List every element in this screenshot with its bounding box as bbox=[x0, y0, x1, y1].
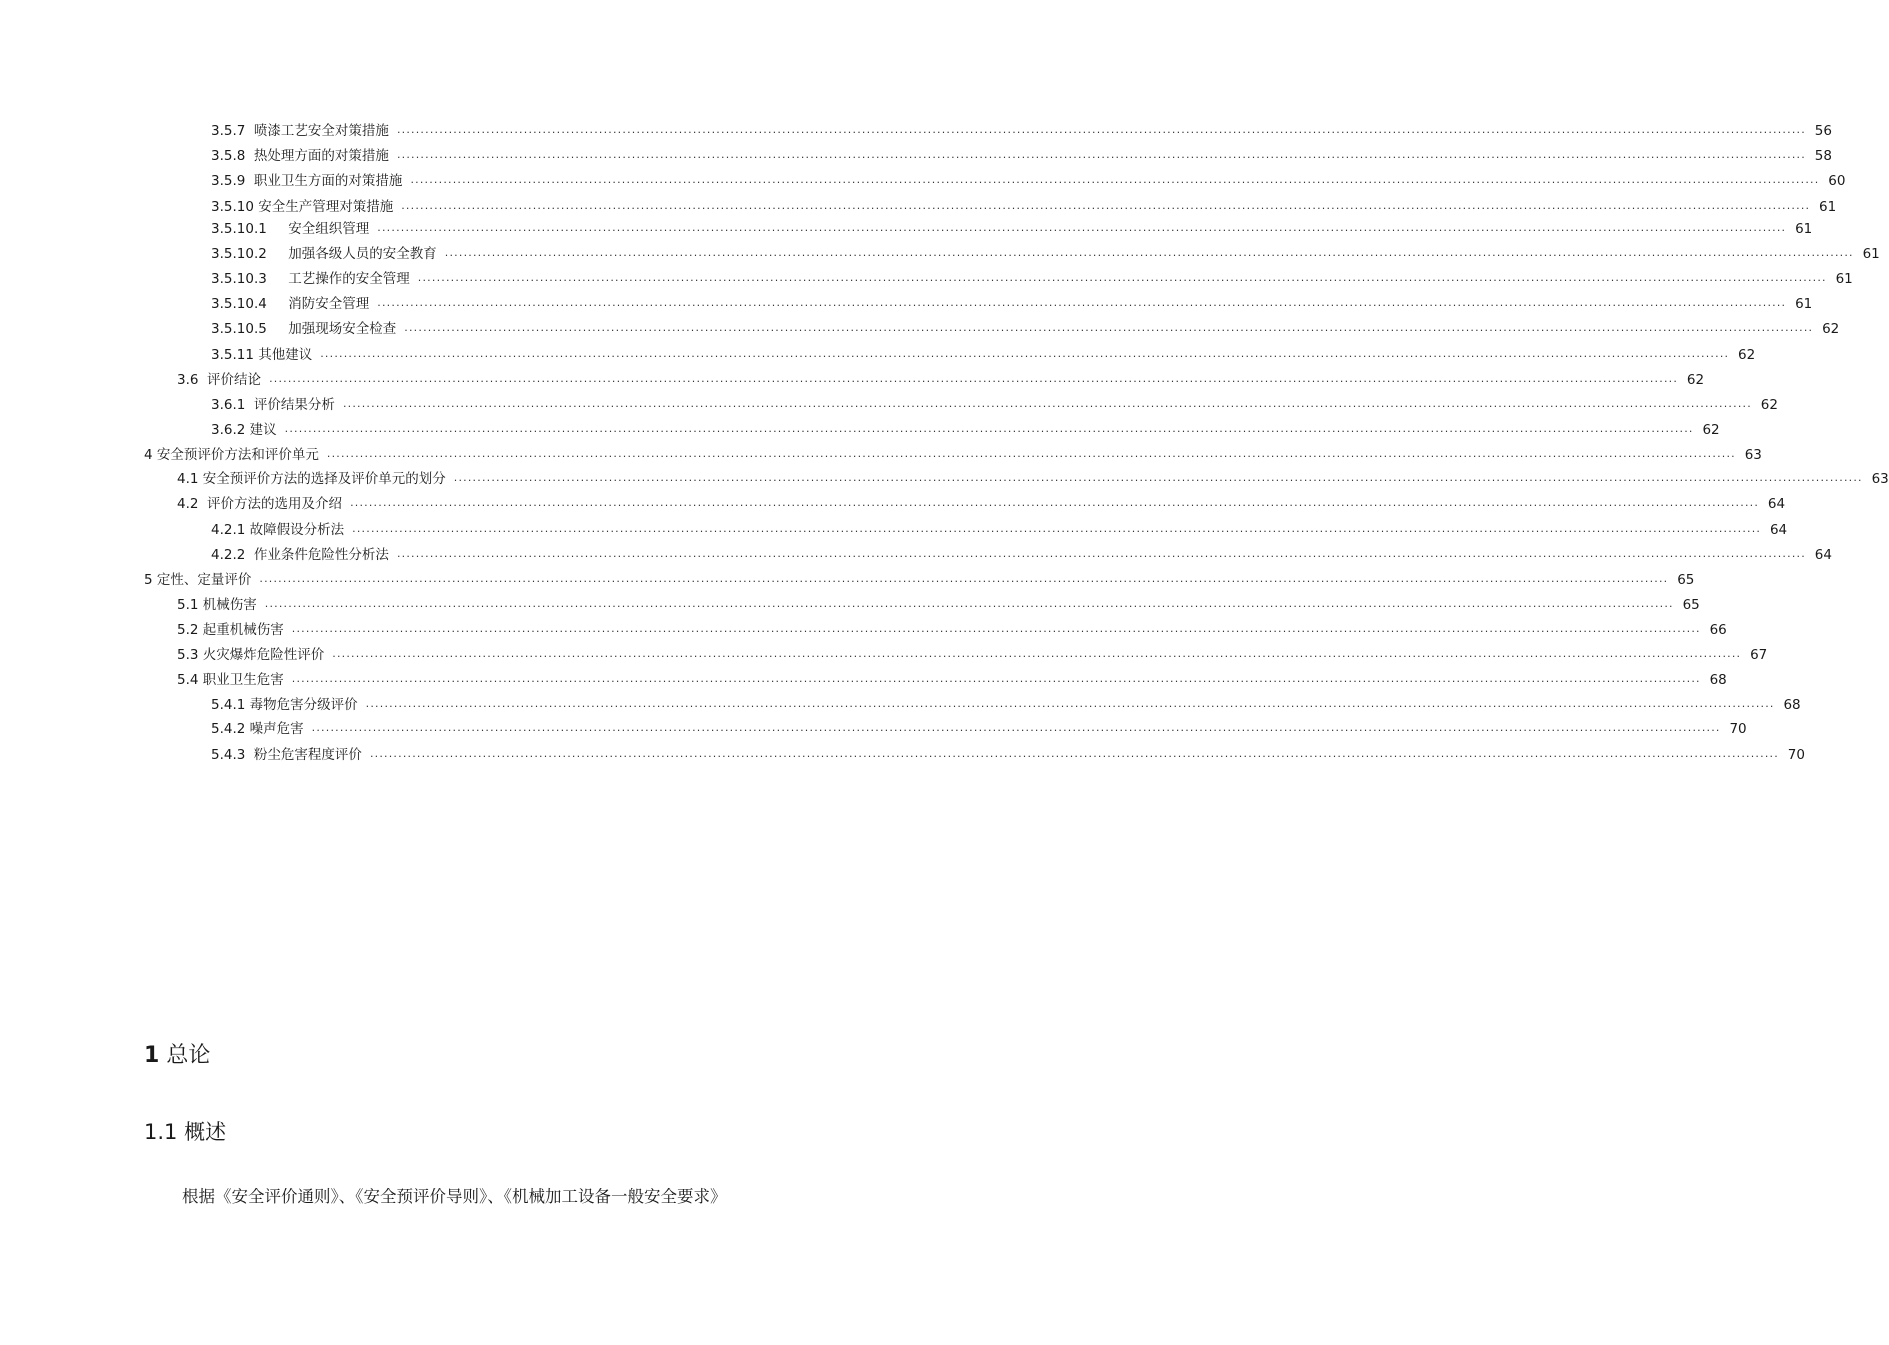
toc-entry-page: 66 bbox=[1709, 622, 1727, 638]
toc-entry-page: 63 bbox=[1744, 447, 1762, 463]
toc-entry-page: 67 bbox=[1750, 647, 1768, 663]
toc-entry-page: 64 bbox=[1767, 496, 1786, 512]
toc-entry-page: 64 bbox=[1814, 547, 1832, 563]
toc-entry-title: 5.4 职业卫生危害 bbox=[177, 672, 284, 688]
toc-leader-dots: ............................................................................................................................................................................................................................................................................................................ bbox=[444, 246, 1854, 259]
toc-entry[interactable] bbox=[211, 545, 1832, 565]
toc-leader-dots: ............................................................................................................................................................................................................................................................................................................ bbox=[410, 173, 1820, 186]
toc-entry-page: 62 bbox=[1738, 347, 1756, 363]
toc-entry-page: 68 bbox=[1783, 697, 1801, 713]
toc-entry-title: 3.6 评价结论 bbox=[177, 372, 262, 388]
toc-entry-title: 3.5.10 安全生产管理对策措施 bbox=[211, 199, 394, 215]
toc-entry-title: 5.1 机械伤害 bbox=[177, 597, 257, 613]
toc-leader-dots: ............................................................................................................................................................................................................................................................................................................ bbox=[365, 697, 1775, 710]
toc-entry-page: 68 bbox=[1709, 672, 1727, 688]
toc-entry-title: 3.5.9 职业卫生方面的对策措施 bbox=[211, 173, 403, 189]
toc-leader-dots: ............................................................................................................................................................................................................................................................................................................ bbox=[350, 496, 1760, 509]
toc-entry-title: 3.5.10.2 加强各级人员的安全教育 bbox=[211, 246, 437, 262]
toc-leader-dots: ............................................................................................................................................................................................................................................................................................................ bbox=[291, 672, 1701, 685]
toc-entry-title: 3.5.10.3 工艺操作的安全管理 bbox=[211, 271, 410, 287]
toc-entry-page: 62 bbox=[1760, 397, 1778, 413]
toc-entry[interactable] bbox=[211, 269, 1853, 289]
toc-entry-title: 3.6.2 建议 bbox=[211, 422, 277, 438]
toc-leader-dots: ............................................................................................................................................................................................................................................................................................................ bbox=[352, 522, 1762, 535]
toc-leader-dots: ............................................................................................................................................................................................................................................................................................................ bbox=[342, 397, 1752, 410]
toc-entry[interactable] bbox=[211, 420, 1720, 440]
toc-leader-dots: ............................................................................................................................................................................................................................................................................................................ bbox=[401, 199, 1811, 212]
toc-entry[interactable] bbox=[211, 294, 1813, 314]
toc-entry-page: 61 bbox=[1795, 221, 1813, 237]
toc-entry[interactable] bbox=[211, 171, 1846, 191]
toc-entry-title: 3.5.8 热处理方面的对策措施 bbox=[211, 148, 389, 164]
toc-entry-title: 4.2.2 作业条件危险性分析法 bbox=[211, 547, 389, 563]
toc-entry[interactable] bbox=[211, 244, 1880, 264]
toc-leader-dots: ............................................................................................................................................................................................................................................................................................................ bbox=[396, 148, 1806, 161]
toc-entry[interactable] bbox=[211, 695, 1801, 715]
toc-entry-title: 3.5.7 喷漆工艺安全对策措施 bbox=[211, 123, 389, 139]
toc-entry[interactable] bbox=[211, 121, 1832, 141]
toc-entry[interactable] bbox=[211, 146, 1832, 166]
toc-entry-title: 3.5.10.1 安全组织管理 bbox=[211, 221, 370, 237]
toc-leader-dots: ............................................................................................................................................................................................................................................................................................................ bbox=[264, 597, 1674, 610]
toc-entry[interactable] bbox=[177, 670, 1727, 690]
toc-entry-page: 61 bbox=[1819, 199, 1837, 215]
toc-leader-dots: ............................................................................................................................................................................................................................................................................................................ bbox=[377, 296, 1787, 309]
toc-entry[interactable] bbox=[177, 645, 1768, 665]
toc-entry-title: 3.5.11 其他建议 bbox=[211, 347, 313, 363]
toc-entry-page: 62 bbox=[1822, 321, 1840, 337]
toc-entry-page: 65 bbox=[1682, 597, 1700, 613]
toc-entry[interactable] bbox=[211, 197, 1837, 217]
toc-entry[interactable] bbox=[211, 219, 1813, 239]
toc-entry-title: 5.4.1 毒物危害分级评价 bbox=[211, 697, 358, 713]
toc-leader-dots: ............................................................................................................................................................................................................................................................................................................ bbox=[453, 471, 1863, 484]
toc-entry[interactable] bbox=[177, 469, 1889, 489]
toc-entry-page: 62 bbox=[1686, 372, 1705, 388]
toc-entry-page: 56 bbox=[1814, 123, 1832, 139]
toc-entry-title: 3.6.1 评价结果分析 bbox=[211, 397, 335, 413]
toc-entry[interactable] bbox=[211, 345, 1756, 365]
toc-leader-dots: ............................................................................................................................................................................................................................................................................................................ bbox=[291, 622, 1701, 635]
toc-entry-page: 60 bbox=[1828, 173, 1846, 189]
toc-entry-title: 5.3 火灾爆炸危险性评价 bbox=[177, 647, 325, 663]
toc-entry[interactable] bbox=[211, 719, 1747, 739]
body-paragraph: 根据《安全评价通则》、《安全预评价导则》、《机械加工设备一般安全要求》 bbox=[182, 1187, 727, 1206]
toc-leader-dots: ............................................................................................................................................................................................................................................................................................................ bbox=[369, 747, 1779, 760]
chapter-number: 1 bbox=[144, 1043, 160, 1068]
toc-entry[interactable] bbox=[177, 370, 1705, 390]
toc-entry-title: 4.2 评价方法的选用及介绍 bbox=[177, 496, 343, 512]
toc-entry-title: 4.2.1 故障假设分析法 bbox=[211, 522, 345, 538]
toc-leader-dots: ............................................................................................................................................................................................................................................................................................................ bbox=[320, 347, 1730, 360]
toc-entry-title: 5 定性、定量评价 bbox=[144, 572, 252, 588]
toc-entry[interactable] bbox=[211, 395, 1778, 415]
toc-entry-page: 65 bbox=[1677, 572, 1695, 588]
toc-entry[interactable] bbox=[144, 570, 1695, 590]
toc-entry[interactable] bbox=[177, 595, 1700, 615]
toc-leader-dots: ............................................................................................................................................................................................................................................................................................................ bbox=[284, 422, 1694, 435]
toc-entry-title: 5.2 起重机械伤害 bbox=[177, 622, 284, 638]
toc-entry-page: 62 bbox=[1702, 422, 1720, 438]
toc-entry-title: 5.4.3 粉尘危害程度评价 bbox=[211, 747, 362, 763]
toc-leader-dots: ............................................................................................................................................................................................................................................................................................................ bbox=[396, 123, 1806, 136]
toc-entry-title: 3.5.10.4 消防安全管理 bbox=[211, 296, 370, 312]
toc-leader-dots: ............................................................................................................................................................................................................................................................................................................ bbox=[396, 547, 1806, 560]
toc-leader-dots: ............................................................................................................................................................................................................................................................................................................ bbox=[332, 647, 1742, 660]
toc-entry-page: 70 bbox=[1787, 747, 1805, 763]
toc-entry-page: 63 bbox=[1871, 471, 1889, 487]
toc-leader-dots: ............................................................................................................................................................................................................................................................................................................ bbox=[259, 572, 1669, 585]
toc-entry-page: 70 bbox=[1729, 721, 1747, 737]
toc-entry-title: 5.4.2 噪声危害 bbox=[211, 721, 304, 737]
toc-entry[interactable] bbox=[144, 445, 1762, 465]
chapter-title: 总论 bbox=[166, 1043, 211, 1068]
toc-entry[interactable] bbox=[177, 494, 1786, 514]
toc-entry-page: 64 bbox=[1769, 522, 1788, 538]
toc-leader-dots: ............................................................................................................................................................................................................................................................................................................ bbox=[404, 321, 1814, 334]
toc-entry[interactable] bbox=[177, 620, 1727, 640]
section-heading: 1.1 概述 bbox=[144, 1120, 227, 1144]
toc-entry-page: 61 bbox=[1795, 296, 1813, 312]
toc-leader-dots: ............................................................................................................................................................................................................................................................................................................ bbox=[311, 721, 1721, 734]
toc-entry[interactable] bbox=[211, 745, 1805, 765]
toc-entry-title: 3.5.10.5 加强现场安全检查 bbox=[211, 321, 397, 337]
toc-entry[interactable] bbox=[211, 520, 1788, 540]
chapter-heading bbox=[144, 1038, 210, 1069]
toc-entry-title: 4.1 安全预评价方法的选择及评价单元的划分 bbox=[177, 471, 446, 487]
toc-leader-dots: ............................................................................................................................................................................................................................................................................................................ bbox=[377, 221, 1787, 234]
toc-entry-page: 61 bbox=[1835, 271, 1853, 287]
toc-entry-title: 4 安全预评价方法和评价单元 bbox=[144, 447, 319, 463]
toc-leader-dots: ............................................................................................................................................................................................................................................................................................................ bbox=[326, 447, 1736, 460]
toc-entry-page: 61 bbox=[1862, 246, 1880, 262]
toc-entry[interactable] bbox=[211, 319, 1840, 339]
toc-entry-page: 58 bbox=[1814, 148, 1832, 164]
toc-leader-dots: ............................................................................................................................................................................................................................................................................................................ bbox=[269, 372, 1679, 385]
toc-leader-dots: ............................................................................................................................................................................................................................................................................................................ bbox=[417, 271, 1827, 284]
